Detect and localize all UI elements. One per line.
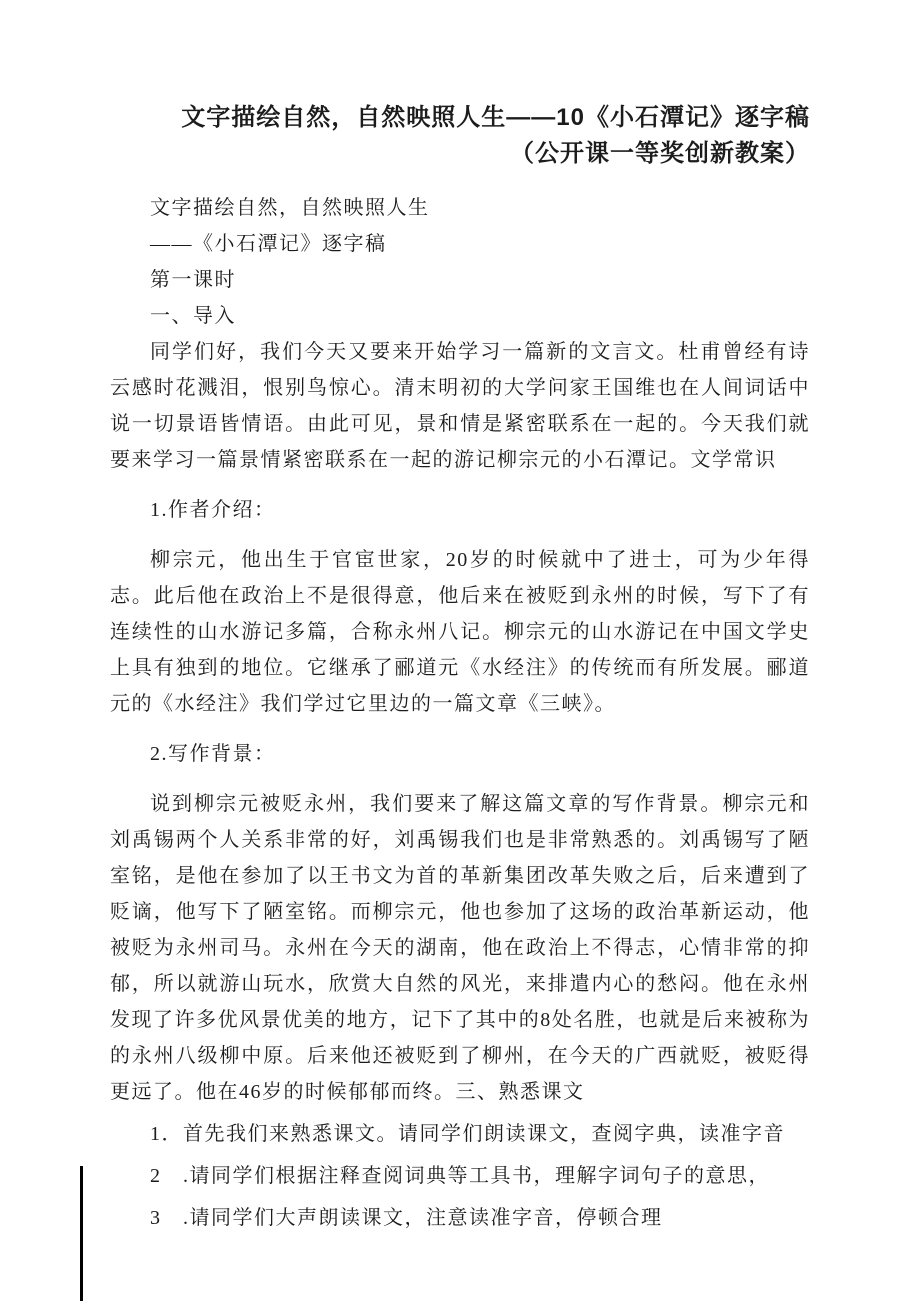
heading-author-introduction: 1.作者介绍： (150, 499, 276, 521)
document-title (110, 100, 810, 172)
heading-writing-background: 2.写作背景： (150, 743, 276, 765)
section-heading-lesson-1: 第一课时 (150, 269, 236, 291)
list-item-1: 1．首先我们来熟悉课文。请同学们朗读课文，查阅字典，读准字音 (150, 1123, 785, 1145)
subtitle-line-1: 文字描绘自然，自然映照人生 (150, 197, 430, 219)
title-line-2: （公开课一等奖创新教案） (510, 140, 810, 167)
page-edge-line (80, 1166, 83, 1301)
paragraph-background: 说到柳宗元被贬永州，我们要来了解这篇文章的写作背景。柳宗元和刘禹锡两个人关系非常的好，刘禹锡我们也是非常熟悉的。刘禹锡写了陋室铭，是他在参加了以王书文为首的革新集团改革失败之后，后来遭到了贬谪，他写下了陋室铭。而柳宗元，他也参加了这场的政治革新运动，他被贬为永州司马。永州在今天的湖南，他在政治上不得志，心情非常的抑郁，所以就游山玩水，欣赏大自然的风光，来排遣内心的愁闷。他在永州发现了许多优风景优美的地方，记下了其中的8处名胜，也就是后来被称为的永州八级柳中原。后来他还被贬到了柳州，在今天的广西就贬，被贬得更远了。他在46岁的时候郁郁而终。三、熟悉课文 (110, 793, 810, 1103)
title-line-1: 文字描绘自然，自然映照人生——10《小石潭记》逐字稿 (181, 104, 810, 131)
paragraph-intro: 同学们好，我们今天又要来开始学习一篇新的文言文。杜甫曾经有诗云感时花溅泪，恨别鸟惊心。清末明初的大学问家王国维也在人间词话中说一切景语皆情语。由此可见，景和情是紧密联系在一起的。今天我们就要来学习一篇景情紧密联系在一起的游记柳宗元的小石潭记。文学常识 (110, 341, 810, 471)
paragraph-author: 柳宗元，他出生于官宦世家，20岁的时候就中了进士，可为少年得志。此后他在政治上不是很得意，他后来在被贬到永州的时候，写下了有连续性的山水游记多篇，合称永州八记。柳宗元的山水游记在中国文学史上具有独到的地位。它继承了郦道元《水经注》的传统而有所发展。郦道元的《水经注》我们学过它里边的一篇文章《三峡》。 (110, 549, 810, 715)
list-item-2: 2 .请同学们根据注释查阅词典等工具书，理解字词句子的意思， (150, 1165, 770, 1187)
list-item-3: 3 .请同学们大声朗读课文，注意读准字音，停顿合理 (150, 1207, 663, 1229)
subtitle-line-2: ——《小石潭记》逐字稿 (150, 233, 387, 255)
section-heading-intro: 一、导入 (150, 305, 236, 327)
